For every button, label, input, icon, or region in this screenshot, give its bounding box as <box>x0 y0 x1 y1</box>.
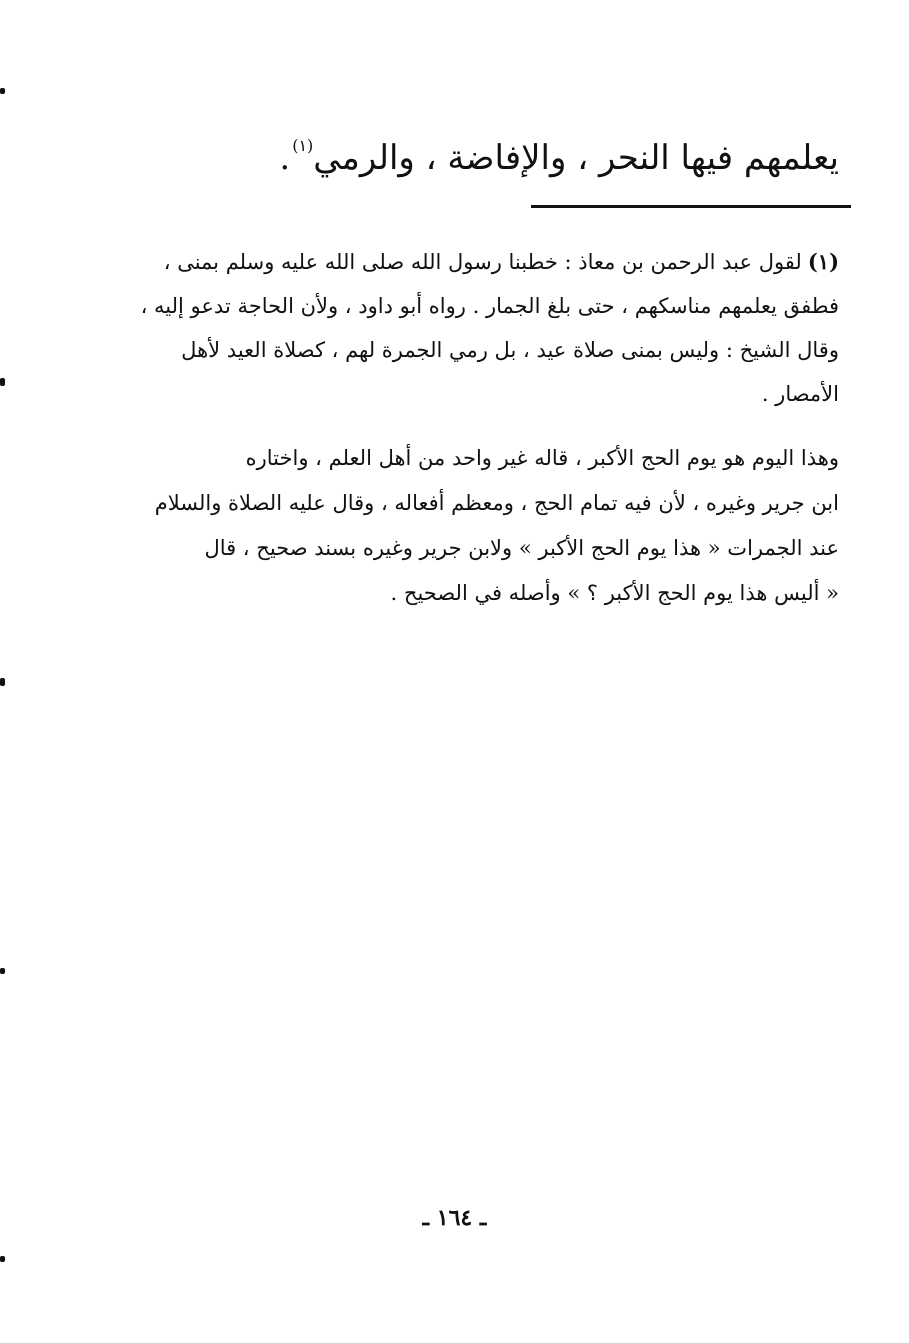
paragraph-line: وهذا اليوم هو يوم الحج الأكبر ، قاله غير واحد من أهل العلم ، واختاره <box>245 446 839 470</box>
heading-text: يعلمهم فيها النحر ، والإفاضة ، والرمي <box>313 138 839 178</box>
footnote-reference[interactable]: (١) <box>292 136 314 155</box>
scan-margin-mark <box>0 678 5 686</box>
scan-margin-mark <box>0 378 5 386</box>
footnote-line: وقال الشيخ : وليس بمنى صلاة عيد ، بل رمي الجمرة لهم ، كصلاة العيد لأهل <box>181 338 839 362</box>
footnote-block <box>119 240 839 416</box>
footnote-number: (١) <box>807 249 839 274</box>
heading-end-punctuation: . <box>279 138 291 178</box>
scan-margin-mark <box>0 88 5 94</box>
paragraph-line: « أليس هذا يوم الحج الأكبر ؟ » وأصله في الصحيح . <box>390 581 839 605</box>
scan-margin-mark <box>0 1256 5 1262</box>
footnote-line: الأمصار . <box>761 382 839 406</box>
body-paragraph <box>119 436 839 616</box>
scan-margin-mark <box>0 968 5 974</box>
continued-heading-line <box>219 118 839 186</box>
footnote-line: فطفق يعلمهم مناسكهم ، حتى بلغ الجمار . رواه أبو داود ، ولأن الحاجة تدعو إليه ، <box>140 294 839 318</box>
footnote-line: (١)لقول عبد الرحمن بن معاذ : خطبنا رسول الله صلى الله عليه وسلم بمنى ، <box>163 249 839 274</box>
footnote-separator-rule <box>531 205 851 208</box>
paragraph-line: ابن جرير وغيره ، لأن فيه تمام الحج ، ومعظم أفعاله ، وقال عليه الصلاة والسلام <box>154 491 839 515</box>
page-number: ـ ١٦٤ ـ <box>422 1205 487 1231</box>
paragraph-line: عند الجمرات « هذا يوم الحج الأكبر » ولابن جرير وغيره بسند صحيح ، قال <box>204 536 839 560</box>
